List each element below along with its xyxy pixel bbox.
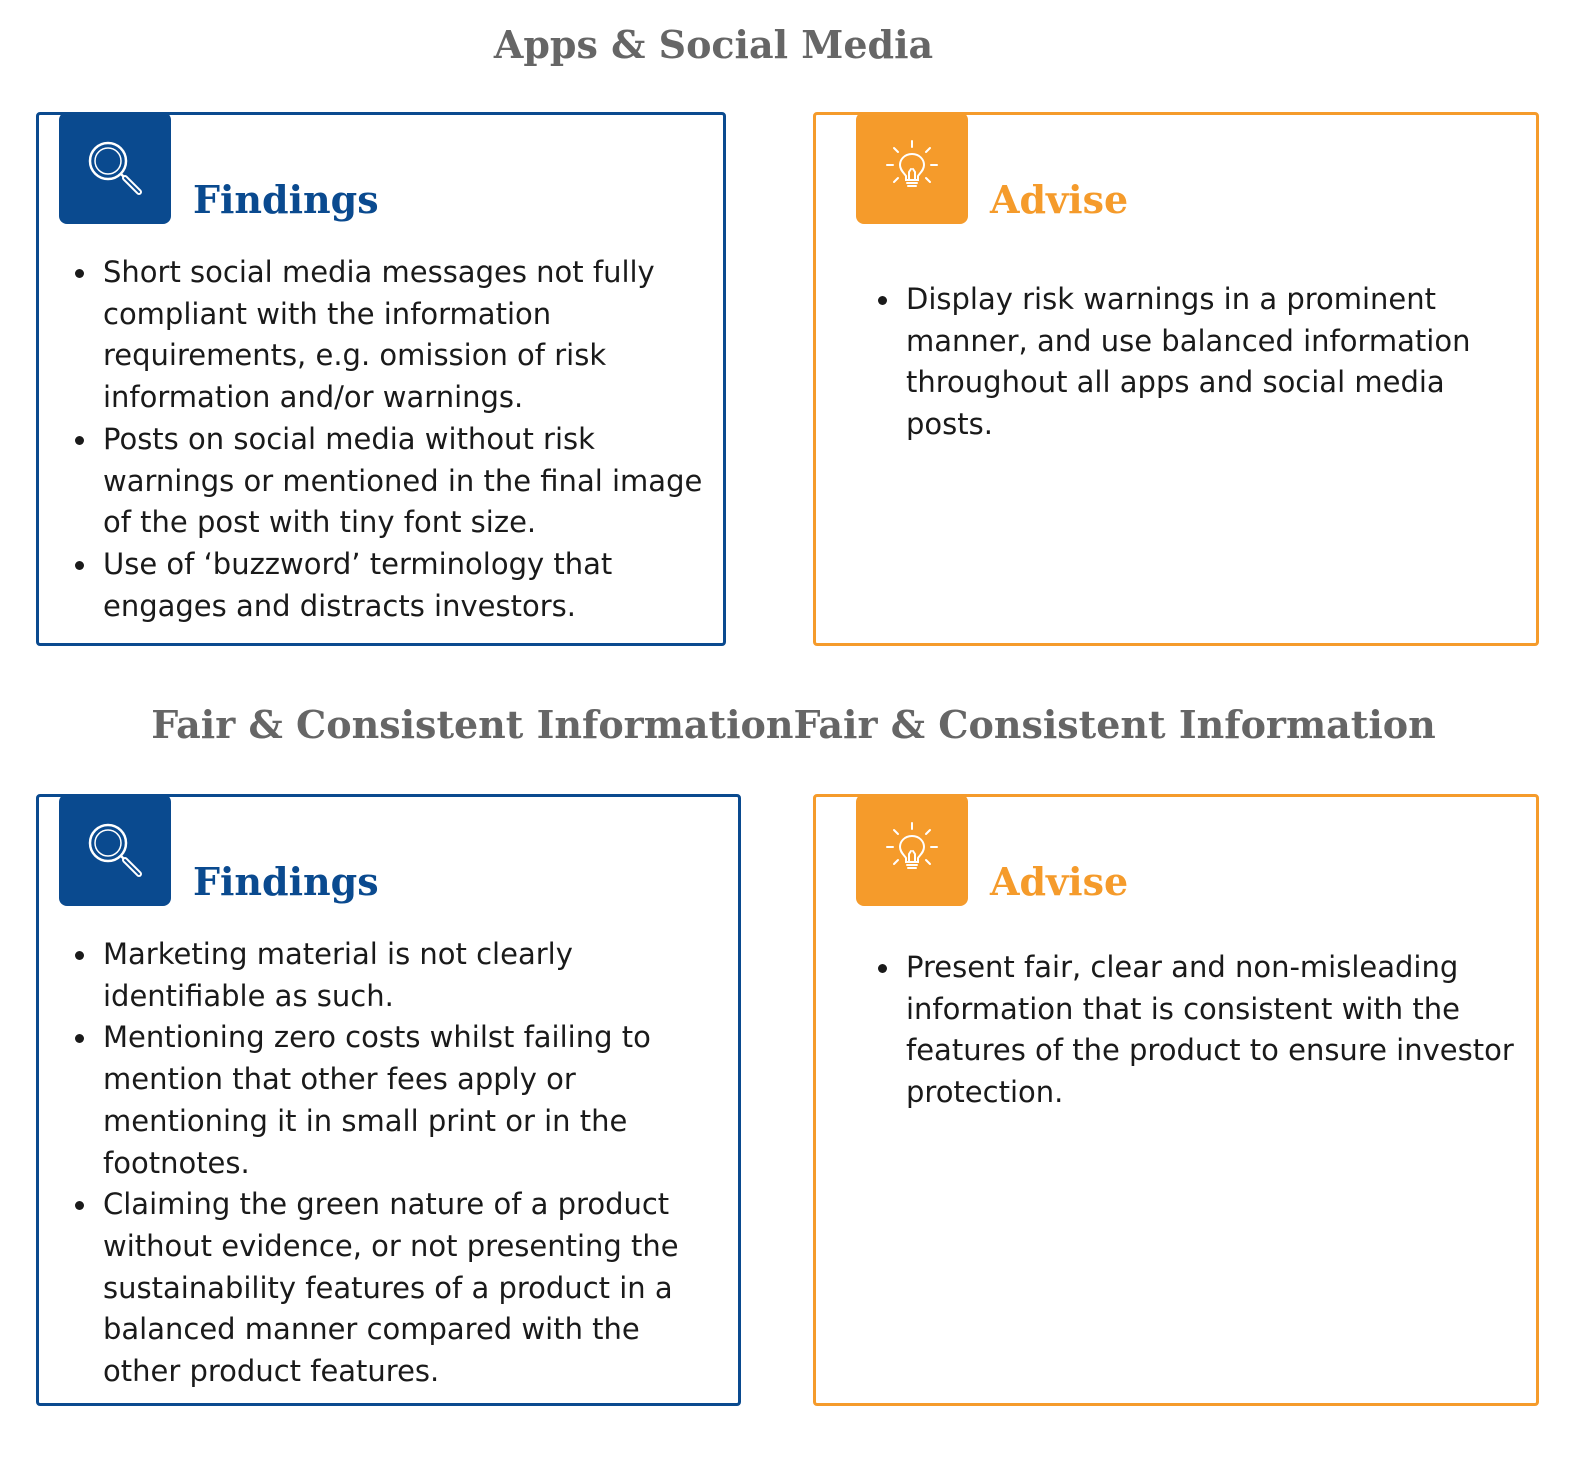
magnifying-glass-icon	[84, 137, 146, 199]
list-item: Mentioning zero costs whilst failing to mention that other fees apply or mentioning it in small print or in the footnotes.	[75, 1017, 715, 1184]
findings-card	[36, 112, 726, 646]
findings-list	[75, 934, 715, 1393]
list-item: Marketing material is not clearly identifiable as such.	[75, 934, 715, 1017]
magnifying-glass-icon	[84, 819, 146, 881]
list-item: Display risk warnings in a prominent manner, and use balanced information throughout all apps and social media posts.	[878, 279, 1518, 446]
list-item: Use of ‘buzzword’ terminology that engages and distracts investors.	[75, 544, 705, 627]
list-item: Posts on social media without risk warnings or mentioned in the final image of the post with tiny font size.	[75, 419, 705, 544]
lightbulb-icon	[880, 818, 944, 882]
list-item: Present fair, clear and non-misleading information that is consistent with the features of the product to ensure investor protection.	[878, 947, 1518, 1114]
findings-icon-box	[59, 794, 171, 906]
section-title-apps-social-media: Apps & Social Media	[493, 22, 934, 67]
advise-list	[878, 947, 1518, 1114]
findings-list	[75, 252, 705, 627]
lightbulb-icon	[880, 136, 944, 200]
advise-list	[878, 279, 1518, 446]
advise-card	[813, 794, 1539, 1406]
advise-icon-box	[856, 794, 968, 906]
findings-heading: Findings	[193, 859, 379, 904]
list-item: Short social media messages not fully compliant with the information requirements, e.g. omission of risk information and/or warnings.	[75, 252, 705, 419]
list-item: Claiming the green nature of a product without evidence, or not presenting the sustainability features of a product in a balanced manner compared with the other product features.	[75, 1184, 715, 1393]
advise-icon-box	[856, 112, 968, 224]
findings-card	[36, 794, 741, 1406]
advise-card	[813, 112, 1539, 646]
advise-heading: Advise	[990, 177, 1129, 222]
findings-icon-box	[59, 112, 171, 224]
advise-heading: Advise	[990, 859, 1129, 904]
findings-heading: Findings	[193, 177, 379, 222]
section-title-fair-consistent-information: Fair & Consistent InformationFair & Consistent Information	[151, 702, 1436, 747]
